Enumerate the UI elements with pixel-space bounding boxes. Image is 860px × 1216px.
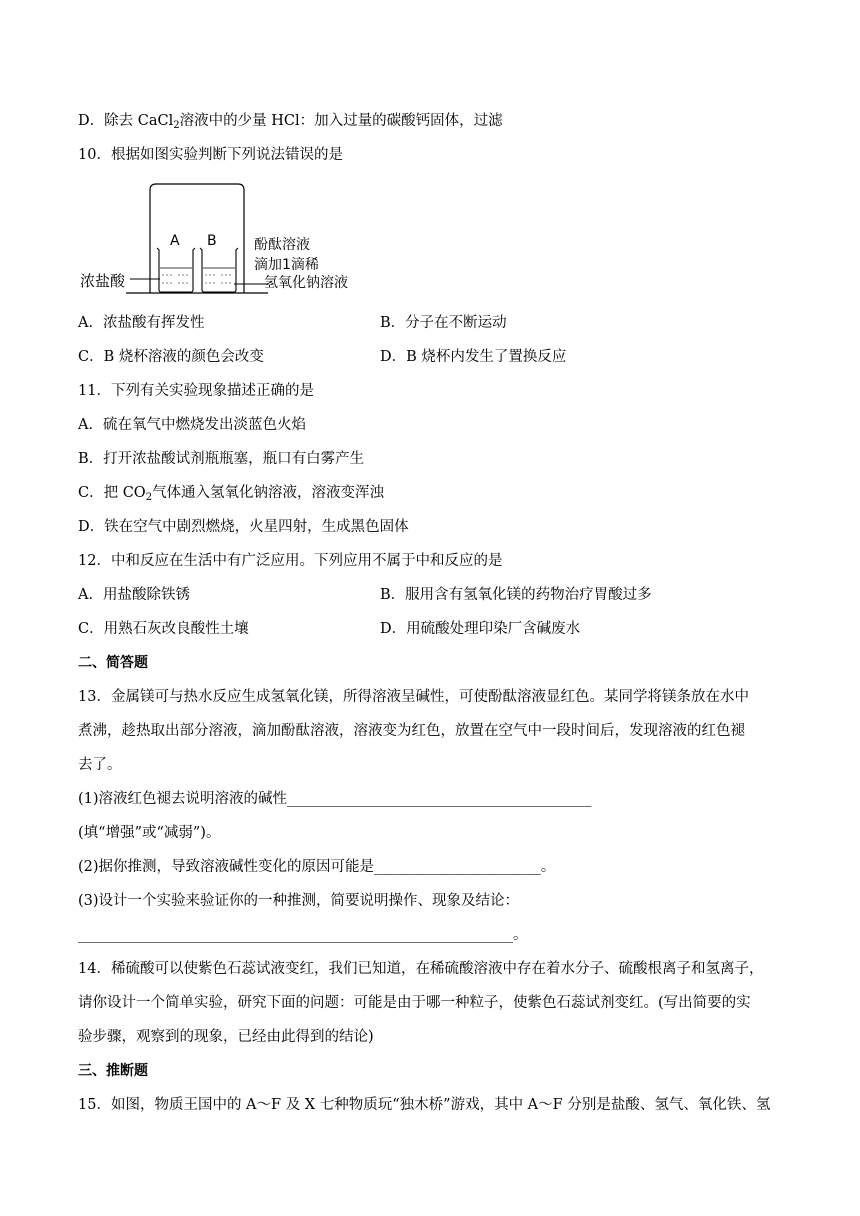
q11-stem: 11．下列有关实验现象描述正确的是 xyxy=(78,383,314,399)
q10-option-d: D．B 烧杯内发生了置换反应 xyxy=(380,349,567,365)
q11-option-c: C．把 $CO_2$气体通入氢氧化钠溶液，溶液变浑浊 xyxy=(78,485,385,503)
q14-line-2: 请你设计一个简单实验，研究下面的问题：可能是由于哪一种粒子，使紫色石蕊试剂变红。(写出简要的实 xyxy=(78,995,751,1011)
label-a: A xyxy=(170,233,180,249)
q13-part-1-hint: (填“增强”或“减弱”)。 xyxy=(78,825,221,841)
q12-option-d: D．用硫酸处理印染厂含碱废水 xyxy=(380,621,581,637)
q11-option-a: A．硫在氧气中燃烧发出淡蓝色火焰 xyxy=(78,417,306,433)
bell-jar xyxy=(150,184,244,293)
q10-option-a: A．浓盐酸有挥发性 xyxy=(78,315,205,331)
q12-option-c: C．用熟石灰改良酸性土壤 xyxy=(78,621,249,637)
q13-line-1: 13．金属镁可与热水反应生成氢氧化镁，所得溶液呈碱性，可使酚酞溶液显红色。某同学将镁条放在水中 xyxy=(78,689,749,705)
label-b: B xyxy=(207,233,217,249)
q15-line-1: 15．如图，物质王国中的 A～F 及 X 七种物质玩“独木桥”游戏，其中 A～F 分别是盐酸、氢气、氧化铁、氢 xyxy=(78,1097,771,1113)
label-drop-dilute: 滴加1滴稀 xyxy=(254,257,319,273)
q9-option-d: D．除去 CaCl$_2$溶液中的少量 HCl：加入过量的碳酸钙固体，过滤 xyxy=(78,113,503,131)
q10-option-c: C．B 烧杯溶液的颜色会改变 xyxy=(78,349,264,365)
q13-part-2: (2)据你推测，导致溶液碱性变化的原因可能是_______________________。 xyxy=(78,859,556,875)
q12-option-a: A．用盐酸除铁锈 xyxy=(78,587,190,603)
label-naoh: 氢氧化钠溶液 xyxy=(264,275,348,291)
q11-option-b: B．打开浓盐酸试剂瓶瓶塞，瓶口有白雾产生 xyxy=(78,451,365,467)
beaker-a xyxy=(157,248,195,292)
q14-line-3: 验步骤，观察到的现象，已经由此得到的结论) xyxy=(78,1029,374,1045)
q13-part-1: (1)溶液红色褪去说明溶液的碱性__________________________________________ xyxy=(78,791,592,807)
experiment-diagram xyxy=(78,180,378,300)
q10-option-b: B．分子在不断运动 xyxy=(380,315,507,331)
q13-part-3: (3)设计一个实验来验证你的一种推测，简要说明操作、现象及结论： xyxy=(78,893,520,909)
q11-option-d: D．铁在空气中剧烈燃烧，火星四射，生成黑色固体 xyxy=(78,519,409,535)
q12-stem: 12．中和反应在生活中有广泛应用。下列应用不属于中和反应的是 xyxy=(78,553,503,569)
section-heading-short-answer: 二、简答题 xyxy=(78,655,148,671)
label-phenolphthalein: 酚酞溶液 xyxy=(254,237,310,253)
q13-part-3-answer-line: ____________________________________________________________。 xyxy=(78,927,528,943)
section-heading-inference: 三、推断题 xyxy=(78,1063,148,1079)
q12-option-b: B．服用含有氢氧化镁的药物治疗胃酸过多 xyxy=(380,587,652,603)
q14-line-1: 14．稀硫酸可以使紫色石蕊试液变红，我们已知道，在稀硫酸溶液中存在着水分子、硫酸根离子和氢离子， xyxy=(78,961,764,977)
q10-stem: 10．根据如图实验判断下列说法错误的是 xyxy=(78,147,343,163)
q10-figure xyxy=(78,180,378,300)
label-conc-hcl: 浓盐酸 xyxy=(80,272,126,290)
q13-line-3: 去了。 xyxy=(78,757,122,773)
q13-line-2: 煮沸，趁热取出部分溶液，滴加酚酞溶液，溶液变为红色，放置在空气中一段时间后，发现溶液的红色褪 xyxy=(78,723,745,739)
beaker-b xyxy=(200,248,238,292)
